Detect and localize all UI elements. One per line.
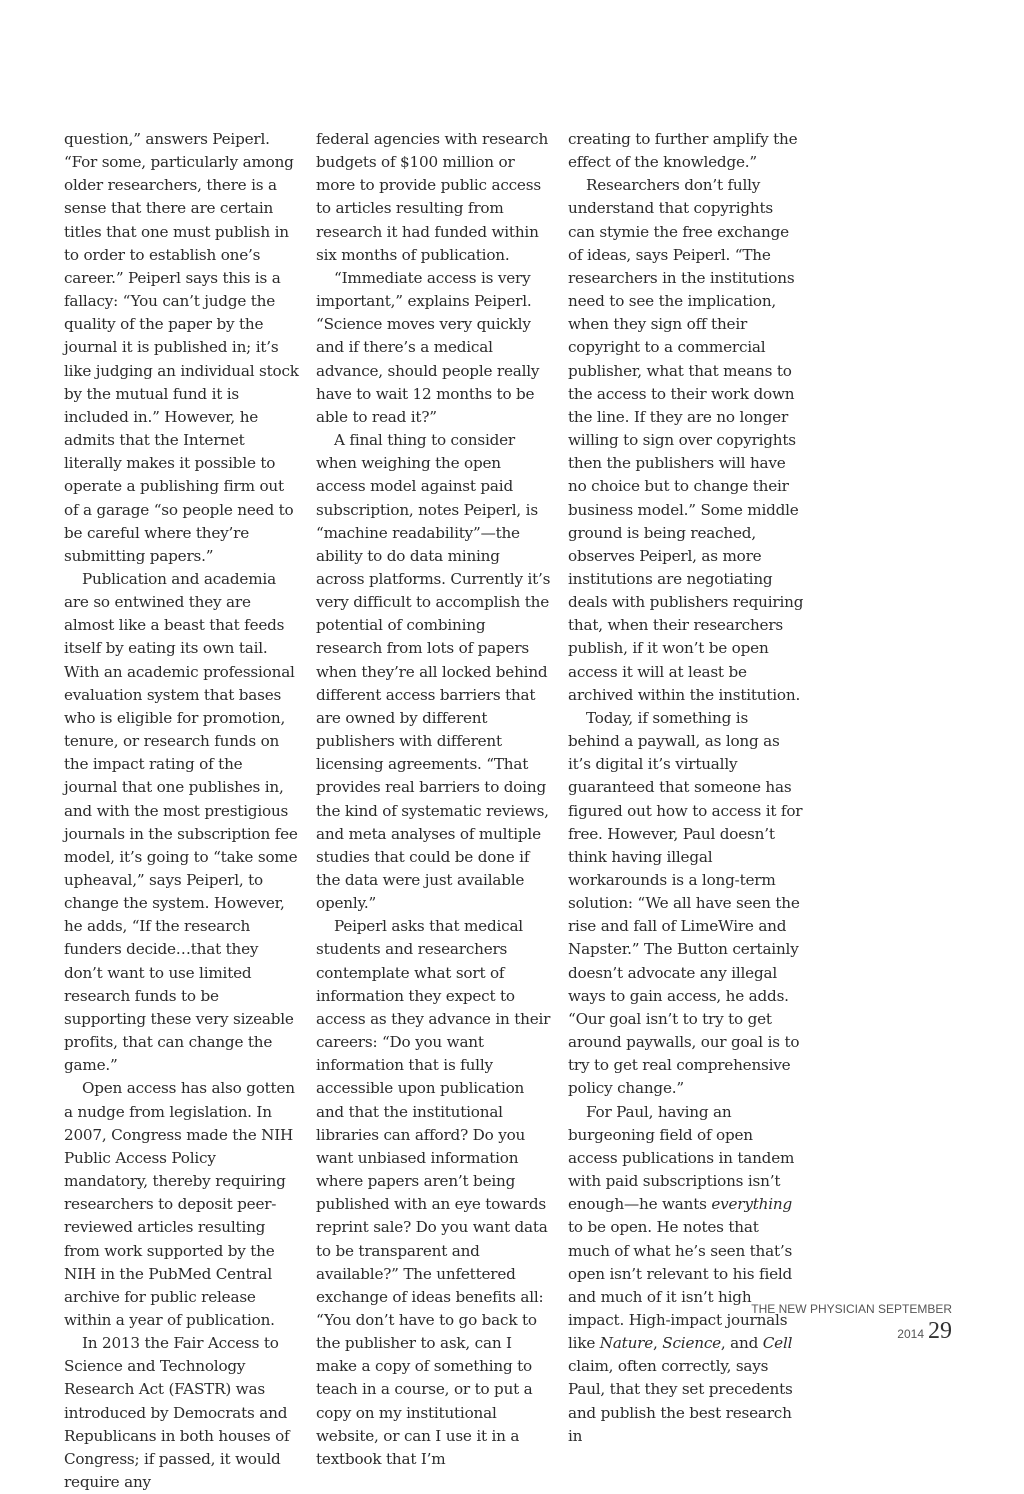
paragraph: Researchers don’t fully understand that copyrights can stymie the free exchange of ideas, says Peiperl. “The researchers in the institutions need to see the implication, when they sign off their copyright to a commercial publisher, what that means to the access to their work down the line. If they are no longer willing to sign over copyrights then the publishers will have no choice but to change their business model.” Some middle ground is being reached, observes Peiperl, as more institutions are negotiating deals with publishers requiring that, when their researchers publish, if it won’t be open access it will at least be archived within the institution.: [568, 176, 804, 704]
article-column-3: [568, 128, 804, 1448]
text-run: For Paul, having an burgeoning field of open access publications in tandem with paid subscriptions isn’t enough—he wants: [568, 1102, 795, 1214]
paragraph-final: [568, 1101, 804, 1448]
paragraph: federal agencies with research budgets of $100 million or more to provide public access to articles resulting from research it had funded within six months of publication.: [316, 130, 549, 264]
article-column-1: [64, 128, 300, 1494]
page-footer: [700, 1300, 952, 1345]
journal-name-cell: Cell: [762, 1334, 793, 1353]
paragraph: A final thing to consider when weighing the open access model against paid subscription, notes Peiperl, is “machine readability”—the ability to do data mining across platforms. Currently it’s very difficult to accomplish the potential of combining research from lots of papers when they’re all locked behind different access barriers that are owned by different publishers with different licensing agreements. “That provides real barriers to doing the kind of systematic reviews, and meta analyses of multiple studies that could be done if the data were just available openly.”: [316, 431, 551, 913]
paragraph: Open access has also gotten a nudge from legislation. In 2007, Congress made the NIH Public Access Policy mandatory, thereby requiring researchers to deposit peer-reviewed articles resulting from work supported by the NIH in the PubMed Central archive for public release within a year of publication.: [64, 1079, 295, 1329]
text-run: to be open. He notes that much of what he’s seen that’s open isn’t relevant to his field and much of it isn’t high impact. High-impact journals like: [568, 1218, 793, 1353]
paragraph: Today, if something is behind a paywall, as long as it’s digital it’s virtually guaranteed that someone has figured out how to access it for free. However, Paul doesn’t think having illegal workarounds is a long-term solution: “We all have seen the rise and fall of LimeWire and Napster.” The Button certainly doesn’t advocate any illegal ways to gain access, he adds. “Our goal isn’t to try to get around paywalls, our goal is to try to get real comprehensive policy change.”: [568, 708, 803, 1098]
journal-name-nature: Nature: [599, 1334, 654, 1353]
page-number: 29: [928, 1318, 952, 1344]
article-column-2: [316, 128, 552, 1471]
publication-name: THE NEW PHYSICIAN SEPTEMBER 2014: [751, 1302, 952, 1341]
paragraph: Peiperl asks that medical students and researchers contemplate what sort of information they expect to access as they advance in their careers: “Do you want information that is fully accessible upon publication and that the institutional libraries can afford? Do you want unbiased information where papers aren’t being published with an eye towards reprint sale? Do you want data to be transparent and available?” The unfettered exchange of ideas benefits all: “You don’t have to go back to the publisher to ask, can I make a copy of something to teach in a course, or to put a copy on my institutional website, or can I use it in a textbook that I’m: [316, 917, 551, 1468]
text-run: ,: [653, 1334, 663, 1353]
text-run: , and: [720, 1334, 763, 1353]
journal-name-science: Science: [662, 1334, 721, 1353]
paragraph: question,” answers Peiperl. “For some, particularly among older researchers, there is a sense that there are certain titles that one must publish in to order to establish one’s career.” Peiperl says this is a fallacy: “You can’t judge the quality of the paper by the journal it is published in; it’s like judging an individual stock by the mutual fund it is included in.” However, he admits that the Internet literally makes it possible to operate a publishing firm out of a garage “so people need to be careful where they’re submitting papers.”: [64, 130, 299, 565]
paragraph: In 2013 the Fair Access to Science and Technology Research Act (FASTR) was introduced by Democrats and Republicans in both houses of Congress; if passed, it would require any: [64, 1334, 290, 1492]
emphasis-everything: everything: [711, 1195, 792, 1214]
paragraph: Publication and academia are so entwined they are almost like a beast that feeds itself by eating its own tail. With an academic professional evaluation system that bases who is eligible for promotion, tenure, or research funds on the impact rating of the journal that one publishes in, and with the most prestigious journals in the subscription fee model, it’s going to “take some upheaval,” says Peiperl, to change the system. However, he adds, “If the research funders decide…that they don’t want to use limited research funds to be supporting these very sizeable profits, that can change the game.”: [64, 569, 298, 1075]
paragraph: “Immediate access is very important,” explains Peiperl. “Science moves very quickly and if there’s a medical advance, should people really have to wait 12 months to be able to read it?”: [316, 268, 540, 426]
paragraph: creating to further amplify the effect of the knowledge.”: [568, 130, 798, 172]
text-run: claim, often correctly, says Paul, that they set precedents and publish the best research in: [568, 1357, 793, 1445]
